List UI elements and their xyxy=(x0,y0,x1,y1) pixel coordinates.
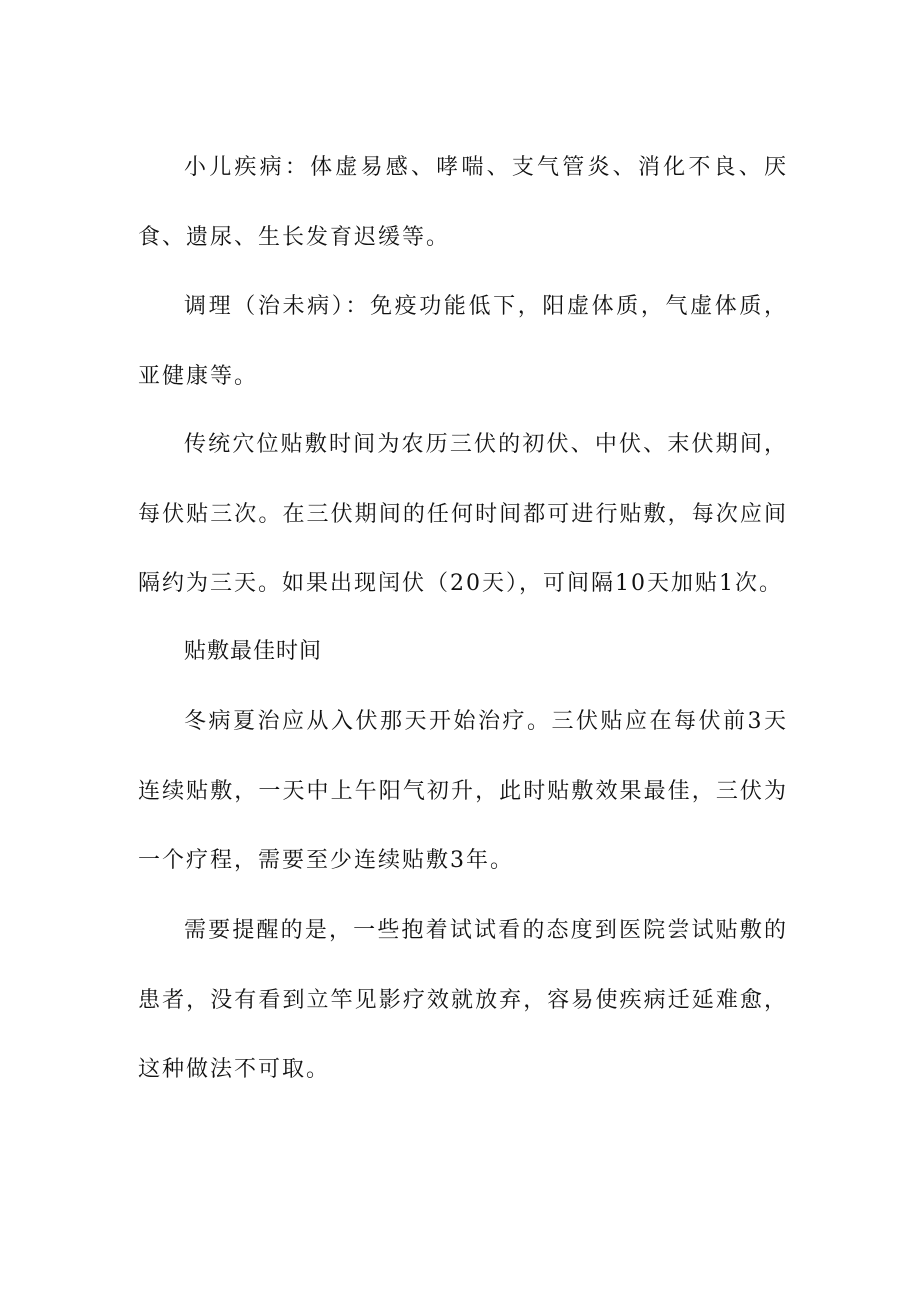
paragraph-reminder: 需要提醒的是，一些抱着试试看的态度到医院尝试贴敷的患者，没有看到立竿见影疗效就放弃，容易使疾病迁延难愈，这种做法不可取。 xyxy=(138,918,788,1082)
paragraph-traditional-timing: 传统穴位贴敷时间为农历三伏的初伏、中伏、末伏期间，每伏贴三次。在三伏期间的任何时间都可进行贴敷，每次应间隔约为三天。如果出现闰伏（20天），可间隔10天加贴1次。 xyxy=(138,432,788,596)
paragraph-children-diseases: 小儿疾病：体虚易感、哮喘、支气管炎、消化不良、厌食、遗尿、生长发育迟缓等。 xyxy=(138,155,788,250)
paragraph-best-time: 冬病夏治应从入伏那天开始治疗。三伏贴应在每伏前3天连续贴敷，一天中上午阳气初升，此时贴敷效果最佳，三伏为一个疗程，需要至少连续贴敷3年。 xyxy=(138,709,788,873)
paragraph-conditioning: 调理（治未病）：免疫功能低下，阳虚体质，气虚体质，亚健康等。 xyxy=(138,294,788,389)
section-heading-best-time: 贴敷最佳时间 xyxy=(184,639,323,664)
